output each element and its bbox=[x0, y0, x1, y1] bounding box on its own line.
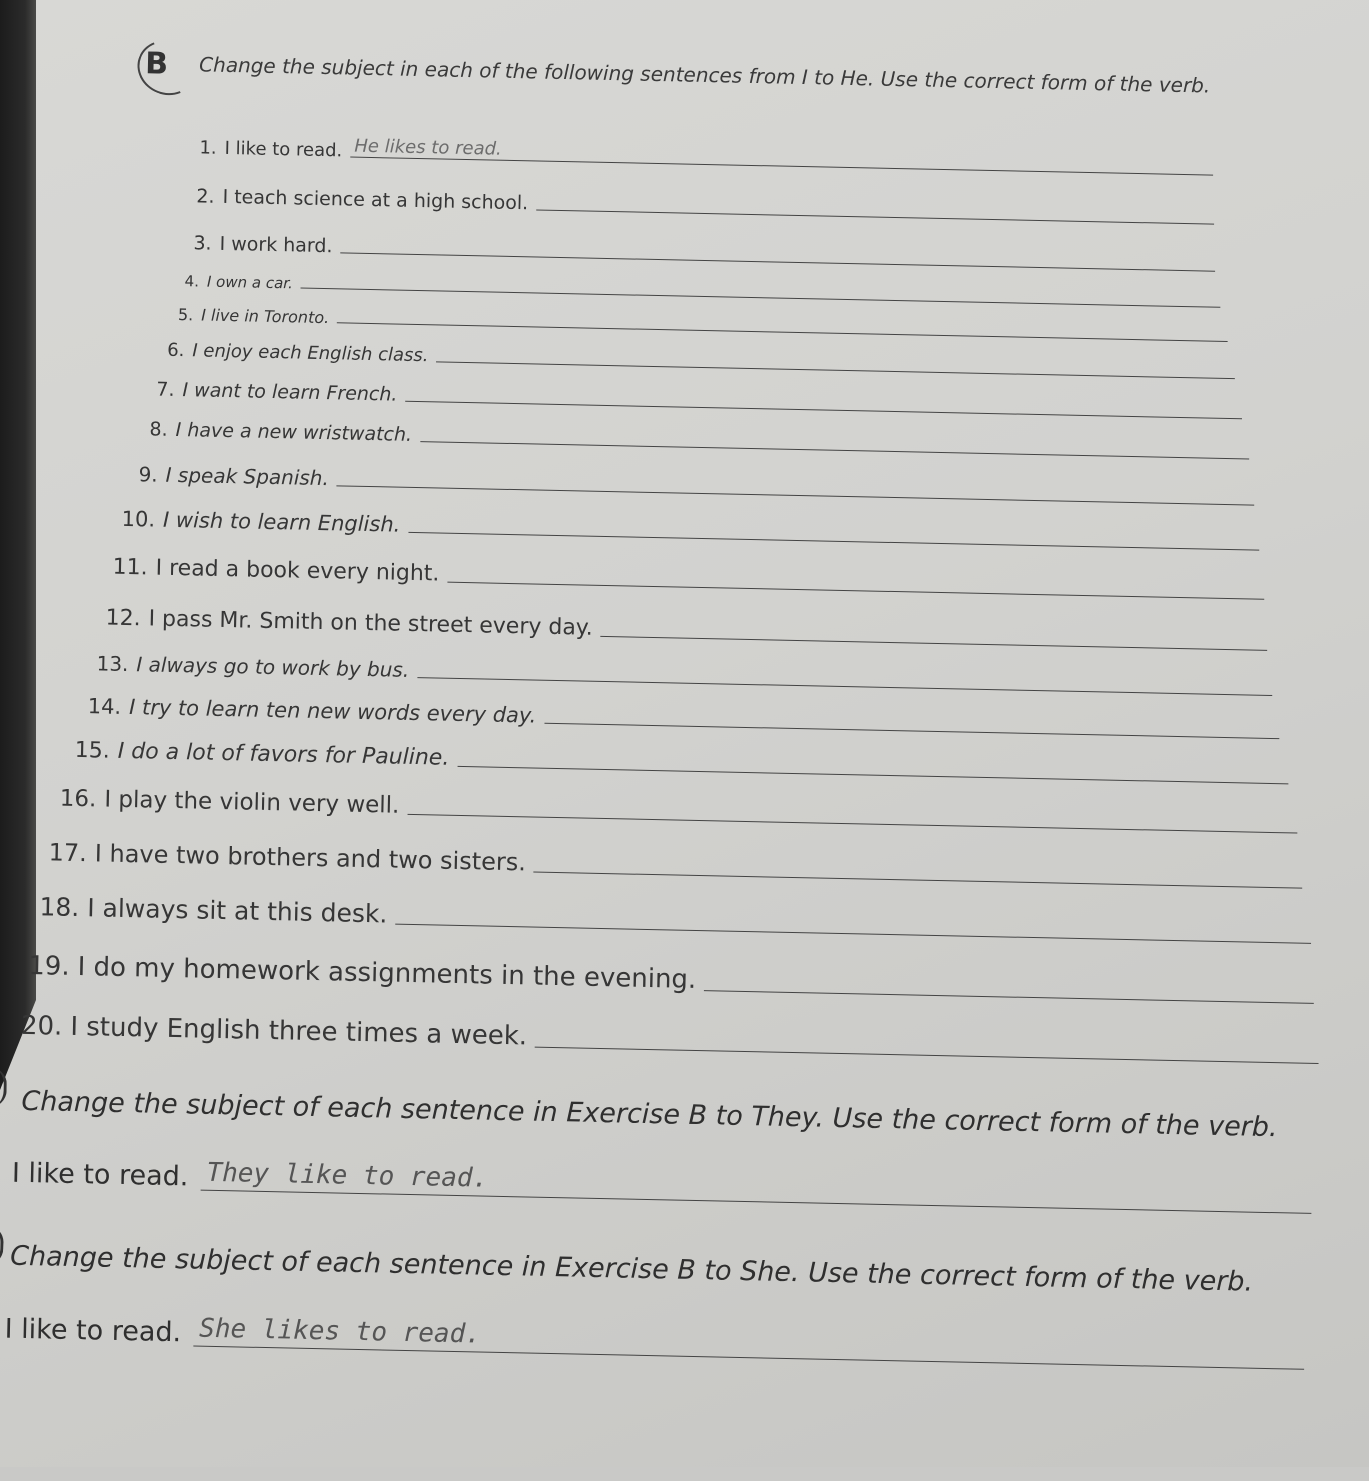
exercise-they-example-text: I like to read. bbox=[11, 1157, 189, 1193]
item-sentence: I do my homework assignments in the evening. bbox=[77, 952, 697, 995]
exercise-she-example bbox=[4, 1314, 1304, 1372]
item-sentence: I try to learn ten new words every day. bbox=[128, 695, 537, 728]
item-number: 16. bbox=[59, 785, 97, 813]
item-number: 2. bbox=[196, 185, 215, 208]
exercise-item-19 bbox=[28, 951, 1314, 1008]
exercise-item-7 bbox=[156, 379, 1242, 424]
item-sentence: I speak Spanish. bbox=[165, 462, 330, 491]
exercise-she-instruction: Change the subject of each sentence in Exercise B to She. Use the correct form of the verb. bbox=[9, 1240, 1254, 1298]
answer-line[interactable] bbox=[457, 765, 1288, 784]
item-sentence: I do a lot of favors for Pauline. bbox=[117, 738, 450, 771]
item-number: 19. bbox=[27, 950, 70, 982]
item-sentence: I own a car. bbox=[206, 272, 294, 293]
answer-line[interactable] bbox=[405, 400, 1242, 420]
item-number: 18. bbox=[39, 892, 80, 923]
item-sentence: I read a book every night. bbox=[155, 555, 440, 587]
exercise-item-16 bbox=[60, 786, 1298, 838]
exercise-item-8 bbox=[149, 418, 1249, 463]
item-number: 4. bbox=[184, 272, 200, 291]
exercise-they-answer-line[interactable] bbox=[200, 1157, 1311, 1214]
answer-line[interactable] bbox=[420, 440, 1249, 459]
item-number: 20. bbox=[20, 1010, 63, 1042]
answer-line[interactable] bbox=[417, 676, 1272, 696]
item-sentence: I live in Toronto. bbox=[201, 305, 330, 328]
exercise-she-answer-line[interactable] bbox=[193, 1313, 1304, 1370]
exercise-item-10 bbox=[121, 507, 1259, 555]
exercise-d-bracket bbox=[0, 1225, 4, 1265]
item-number: 3. bbox=[193, 232, 212, 255]
item-sentence: I have two brothers and two sisters. bbox=[94, 839, 527, 877]
item-number: 7. bbox=[156, 378, 175, 401]
item-number: 5. bbox=[177, 304, 194, 325]
answer-line[interactable] bbox=[340, 251, 1215, 271]
item-answer: He likes to read. bbox=[354, 135, 502, 160]
item-sentence: I play the violin very well. bbox=[104, 786, 400, 819]
answer-line[interactable] bbox=[535, 1046, 1319, 1064]
exercise-item-18 bbox=[39, 892, 1311, 948]
exercise-c-bracket bbox=[0, 1067, 7, 1107]
answer-line[interactable] bbox=[436, 360, 1235, 379]
answer-line[interactable] bbox=[536, 208, 1214, 224]
exercise-item-2 bbox=[196, 185, 1214, 228]
answer-line[interactable] bbox=[544, 722, 1279, 739]
item-number: 14. bbox=[87, 694, 122, 719]
item-sentence: I always go to work by bus. bbox=[136, 652, 410, 682]
item-sentence: I teach science at a high school. bbox=[222, 185, 529, 215]
answer-line[interactable] bbox=[534, 871, 1302, 889]
exercise-they-example-answer: They like to read. bbox=[206, 1157, 489, 1194]
item-number: 13. bbox=[96, 651, 129, 677]
item-sentence: I always sit at this desk. bbox=[86, 893, 388, 929]
exercise-b-instruction: Change the subject in each of the following sentences from I to He. Use the correct form of the verb. bbox=[198, 52, 1211, 98]
item-sentence: I like to read. bbox=[224, 137, 343, 162]
answer-line[interactable] bbox=[704, 989, 1314, 1004]
answer-line[interactable] bbox=[395, 923, 1311, 944]
exercise-item-6 bbox=[167, 340, 1235, 383]
item-sentence: I enjoy each English class. bbox=[192, 340, 429, 367]
item-number: 6. bbox=[166, 339, 185, 362]
exercise-item-14 bbox=[87, 694, 1279, 743]
exercise-she-example-answer: She likes to read. bbox=[198, 1313, 482, 1350]
answer-line[interactable] bbox=[447, 581, 1264, 600]
item-number: 8. bbox=[149, 418, 168, 441]
item-sentence: I pass Mr. Smith on the street every day. bbox=[148, 606, 593, 641]
exercise-item-15 bbox=[75, 738, 1289, 788]
answer-line[interactable] bbox=[337, 321, 1228, 342]
exercise-item-9 bbox=[138, 462, 1254, 509]
exercise-b-letter: B bbox=[144, 46, 169, 82]
item-number: 12. bbox=[105, 605, 141, 632]
item-sentence: I work hard. bbox=[219, 232, 333, 258]
exercise-item-3 bbox=[193, 232, 1215, 275]
answer-line[interactable] bbox=[407, 813, 1297, 834]
exercise-item-20 bbox=[21, 1011, 1319, 1068]
item-number: 9. bbox=[138, 462, 158, 487]
item-number: 17. bbox=[48, 838, 88, 868]
exercise-item-12 bbox=[105, 606, 1267, 655]
exercise-they-example bbox=[12, 1158, 1312, 1216]
item-sentence: I wish to learn English. bbox=[162, 507, 401, 537]
answer-line[interactable] bbox=[337, 484, 1255, 505]
exercise-she-example-text: I like to read. bbox=[4, 1313, 182, 1349]
exercise-item-1 bbox=[199, 137, 1213, 179]
exercise-item-11 bbox=[112, 555, 1264, 604]
item-number: 11. bbox=[112, 554, 148, 581]
exercise-item-13 bbox=[96, 651, 1272, 700]
exercise-item-5 bbox=[178, 305, 1228, 346]
item-number: 10. bbox=[121, 506, 156, 532]
answer-line[interactable] bbox=[301, 287, 1221, 308]
item-number: 15. bbox=[74, 737, 111, 764]
exercise-they-instruction: Change the subject of each sentence in Exercise B to They. Use the correct form of the verb. bbox=[21, 1085, 1278, 1144]
item-sentence: I study English three times a week. bbox=[70, 1011, 528, 1052]
exercise-item-17 bbox=[48, 838, 1302, 892]
answer-line[interactable] bbox=[350, 135, 1213, 176]
answer-line[interactable] bbox=[408, 531, 1259, 551]
item-sentence: I want to learn French. bbox=[182, 379, 398, 406]
answer-line[interactable] bbox=[601, 635, 1268, 651]
exercise-item-4 bbox=[184, 272, 1220, 312]
item-sentence: I have a new wristwatch. bbox=[175, 418, 413, 446]
item-number: 1. bbox=[199, 137, 217, 159]
